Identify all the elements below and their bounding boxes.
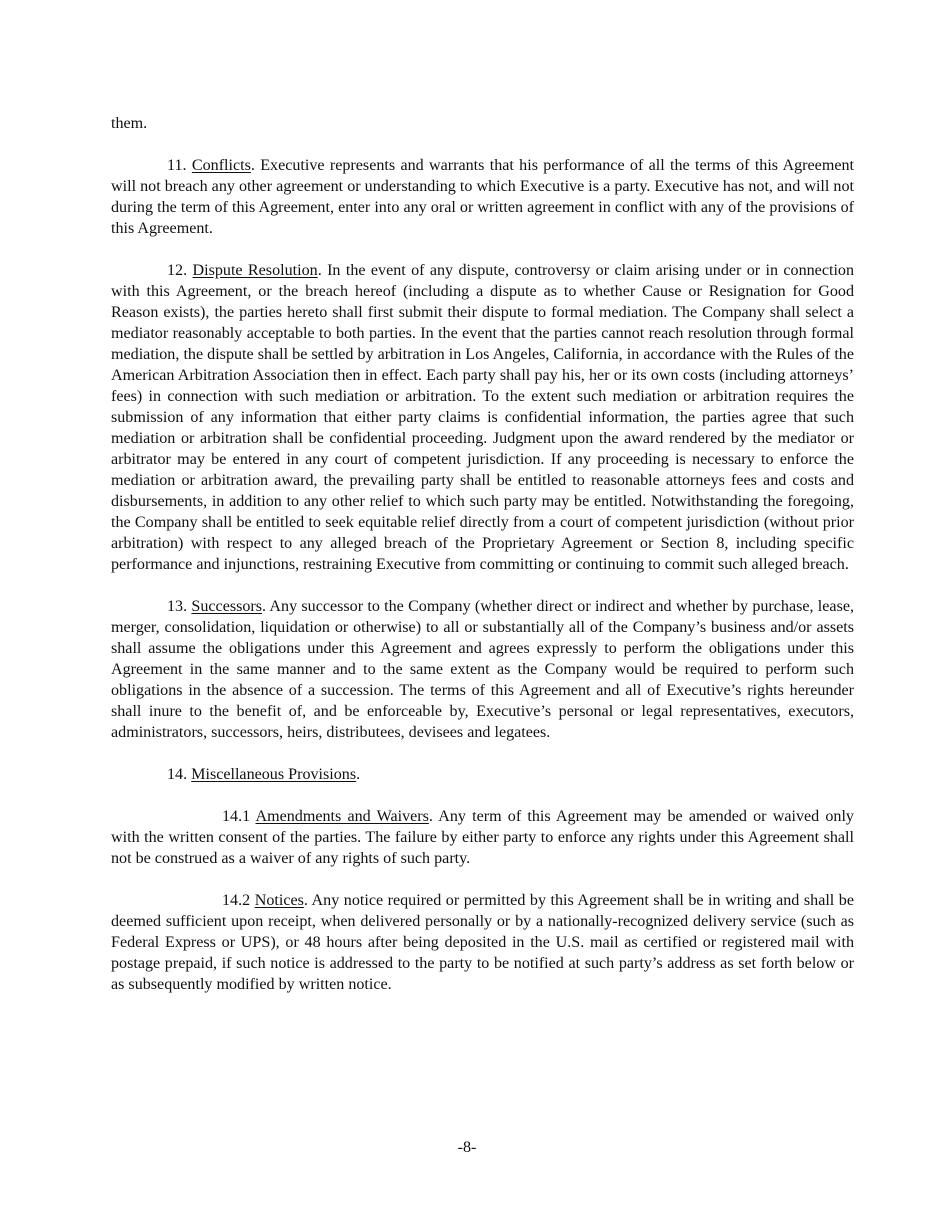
section-body: . bbox=[356, 766, 361, 783]
subsection-heading: Notices bbox=[254, 892, 304, 909]
subsection-number: 14.2 bbox=[222, 892, 251, 909]
section-heading: Miscellaneous Provisions bbox=[191, 766, 357, 783]
section-14-miscellaneous bbox=[111, 764, 854, 785]
carryover-text: them. bbox=[111, 115, 148, 132]
section-body: . Any successor to the Company (whether direct or indirect and whether by purchase, lease, merger, consolidation, liquidation or otherwise) to all or substantially all of the Company’s business and/or assets shall assume the obligations under this Agreement and agrees expressly to perform the obligations under this Agreement in the same manner and to the same extent as the Company would be required to perform such obligations in the absence of a succession. The terms of this Agreement and all of Executive’s rights hereunder shall inure to the benefit of, and be enforceable by, Executive’s personal or legal representatives, executors, administrators, successors, heirs, distributees, devisees and legatees. bbox=[111, 598, 854, 741]
section-12-dispute-resolution bbox=[111, 260, 854, 575]
subsection-heading: Amendments and Waivers bbox=[255, 808, 429, 825]
section-number: 14. bbox=[167, 766, 188, 783]
section-number: 12. bbox=[167, 262, 188, 279]
subsection-body: . Any notice required or permitted by this Agreement shall be in writing and shall be deemed sufficient upon receipt, when delivered personally or by a nationally-recognized delivery service (such as Federal Express or UPS), or 48 hours after being deposited in the U.S. mail as certified or registered mail with postage prepaid, if such notice is addressed to the party to be notified at such party’s address as set forth below or as subsequently modified by written notice. bbox=[111, 892, 854, 993]
section-heading: Conflicts bbox=[191, 157, 251, 174]
subsection-14-2-notices bbox=[111, 890, 854, 995]
section-number: 13. bbox=[167, 598, 188, 615]
document-page bbox=[111, 113, 854, 1016]
subsection-number: 14.1 bbox=[222, 808, 251, 825]
section-body: . In the event of any dispute, controversy or claim arising under or in connection with this Agreement, or the breach hereof (including a dispute as to whether Cause or Resignation for Good Reason exists), the parties hereto shall first submit their dispute to formal mediation. The Company shall select a mediator reasonably acceptable to both parties. In the event that the parties cannot reach resolution through formal mediation, the dispute shall be settled by arbitration in Los Angeles, California, in accordance with the Rules of the American Arbitration Association then in effect. Each party shall pay his, her or its own costs (including attorneys’ fees) in connection with such mediation or arbitration. To the extent such mediation or arbitration requires the submission of any information that either party claims is confidential information, the parties agree that such mediation or arbitration shall be confidential proceeding. Judgment upon the award rendered by the mediator or arbitrator may be entered in any court of competent jurisdiction. If any proceeding is necessary to enforce the mediation or arbitration award, the prevailing party shall be entitled to reasonable attorneys fees and costs and disbursements, in addition to any other relief to which such party may be entitled. Notwithstanding the foregoing, the Company shall be entitled to seek equitable relief directly from a court of competent jurisdiction (without prior arbitration) with respect to any alleged breach of the Proprietary Agreement or Section 8, including specific performance and injunctions, restraining Executive from committing or continuing to commit such alleged breach. bbox=[111, 262, 855, 573]
subsection-body: . Any term of this Agreement may be amended or waived only with the written consent of the parties. The failure by either party to enforce any rights under this Agreement shall not be construed as a waiver of any rights of such party. bbox=[111, 808, 854, 867]
section-13-successors bbox=[111, 596, 854, 743]
subsection-14-1-amendments bbox=[111, 806, 854, 869]
page-number: -8- bbox=[457, 1139, 477, 1156]
section-heading: Successors bbox=[191, 598, 263, 615]
section-11-conflicts bbox=[111, 155, 854, 239]
section-number: 11. bbox=[167, 157, 187, 174]
section-heading: Dispute Resolution bbox=[192, 262, 318, 279]
section-body: . Executive represents and warrants that his performance of all the terms of this Agreement will not breach any other agreement or understanding to which Executive is a party. Executive has not, and will not during the term of this Agreement, enter into any oral or written agreement in conflict with any of the provisions of this Agreement. bbox=[111, 157, 854, 237]
